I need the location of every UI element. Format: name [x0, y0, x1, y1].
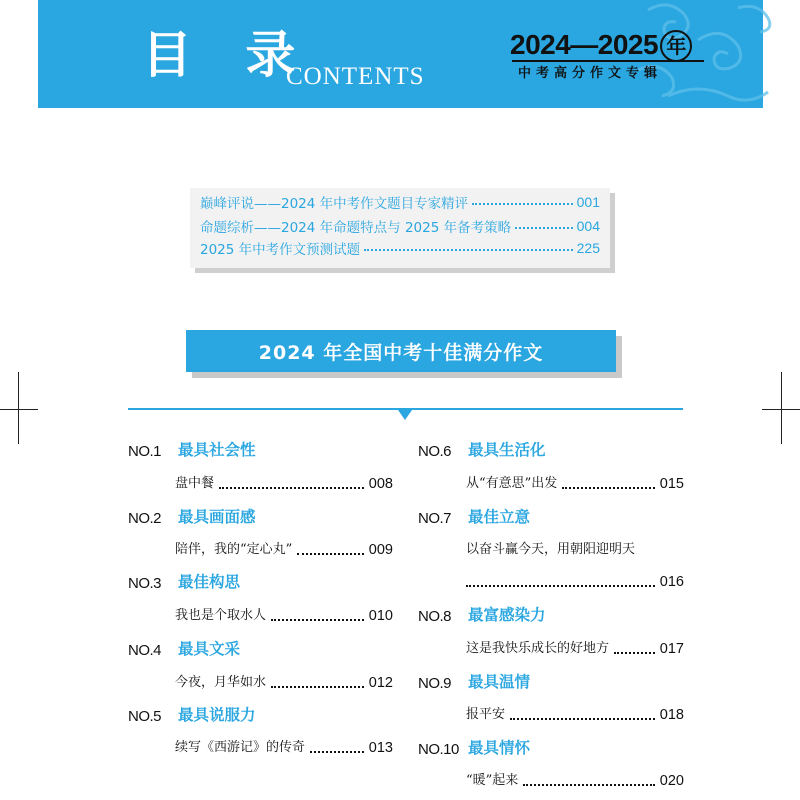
year-range-title: [510, 30, 692, 62]
category-label: 最佳立意: [468, 508, 531, 526]
page-number: 008: [368, 476, 393, 492]
page-number: 018: [659, 707, 684, 723]
essay-title: 今夜，月华如水: [175, 675, 267, 690]
category-label: 最具社会性: [178, 441, 256, 459]
page-number: 012: [368, 675, 393, 691]
essay-entry[interactable]: [466, 706, 684, 724]
year-suffix-badge: 年: [660, 30, 692, 62]
rank-number: NO.5: [128, 708, 162, 725]
essay-entry[interactable]: [466, 475, 684, 493]
page-number: 013: [368, 740, 393, 756]
essay-title: 盘中餐: [175, 476, 215, 491]
year-range: 2024—2025: [510, 29, 659, 60]
essay-title: 从“有意思”出发: [466, 476, 558, 491]
category-label: 最具画面感: [178, 508, 256, 526]
crop-mark-right-v: [781, 372, 782, 444]
rank-number: NO.3: [128, 575, 162, 592]
book-subtitle: 中考高分作文专辑: [518, 66, 663, 81]
category-label: 最佳构思: [178, 573, 241, 591]
category-label: 最具情怀: [468, 739, 531, 757]
intro-toc-entry[interactable]: [200, 192, 600, 212]
intro-toc-page: 001: [576, 194, 600, 210]
essay-title: 我也是个取水人: [175, 608, 267, 623]
dot-leader: [364, 249, 572, 251]
dot-leader: [310, 751, 364, 753]
dot-leader: [271, 619, 364, 621]
rank-number: NO.9: [418, 675, 452, 692]
dot-leader: [297, 553, 364, 555]
dot-leader: [466, 585, 655, 587]
page-title-english: CONTENTS: [286, 63, 425, 90]
intro-toc-title: 命题综析——2024 年命题特点与 2025 年备考策略: [200, 220, 512, 236]
page-number: 015: [659, 476, 684, 492]
rank-number: NO.7: [418, 510, 452, 527]
dot-leader: [271, 686, 364, 688]
category-label: 最具说服力: [178, 706, 256, 724]
dot-leader: [219, 487, 364, 489]
essay-entry[interactable]: [175, 674, 393, 692]
page-number: 017: [659, 641, 684, 657]
crop-mark-left-h: [0, 409, 38, 410]
rank-number: NO.10: [418, 741, 459, 758]
essay-title: 续写《西游记》的传奇: [175, 740, 306, 755]
essay-title: 以奋斗赢今天，用朝阳迎明天: [466, 542, 636, 557]
dot-leader: [515, 227, 573, 229]
intro-toc-page: 004: [576, 218, 600, 234]
rank-number: NO.2: [128, 510, 162, 527]
crop-mark-left-v: [18, 372, 19, 444]
intro-toc-title: 巅峰评说——2024 年中考作文题目专家精评: [200, 196, 469, 212]
dot-leader: [523, 784, 655, 786]
essay-title: 陪伴，我的“定心丸”: [175, 542, 293, 557]
page-number: 020: [659, 773, 684, 789]
rank-number: NO.4: [128, 642, 162, 659]
essay-title: 这是我快乐成长的好地方: [466, 641, 610, 656]
essay-entry[interactable]: [466, 541, 684, 559]
intro-toc-entry[interactable]: [200, 216, 600, 236]
intro-contents-box: [190, 188, 610, 268]
essay-entry[interactable]: [466, 772, 684, 790]
page-number: 009: [368, 542, 393, 558]
dot-leader: [614, 652, 655, 654]
essay-entry[interactable]: [466, 640, 684, 658]
essay-entry[interactable]: [175, 739, 393, 757]
page-number: 010: [368, 608, 393, 624]
essay-entry[interactable]: [175, 475, 393, 493]
category-label: 最具生活化: [468, 441, 546, 459]
year-divider: [512, 60, 704, 62]
dot-leader: [510, 718, 655, 720]
category-label: 最具文采: [178, 640, 241, 658]
intro-toc-title: 2025 年中考作文预测试题: [200, 242, 361, 258]
rank-number: NO.8: [418, 608, 452, 625]
section-heading: 2024 年全国中考十佳满分作文: [186, 330, 616, 372]
dot-leader: [562, 487, 655, 489]
rank-number: NO.1: [128, 443, 162, 460]
intro-toc-entry[interactable]: [200, 238, 600, 258]
essay-entry[interactable]: [175, 607, 393, 625]
dot-leader: [472, 203, 572, 205]
page-number: 016: [659, 574, 684, 590]
essay-title: “暖”起来: [466, 773, 519, 788]
rank-number: NO.6: [418, 443, 452, 460]
category-label: 最具温情: [468, 673, 531, 691]
essay-title: 报平安: [466, 707, 506, 722]
essay-entry-continuation[interactable]: [466, 573, 684, 591]
essay-entry[interactable]: [175, 541, 393, 559]
intro-toc-page: 225: [576, 240, 600, 256]
category-label: 最富感染力: [468, 606, 546, 624]
page-title: 目 录: [142, 26, 314, 84]
triangle-pointer-icon: [398, 410, 412, 420]
